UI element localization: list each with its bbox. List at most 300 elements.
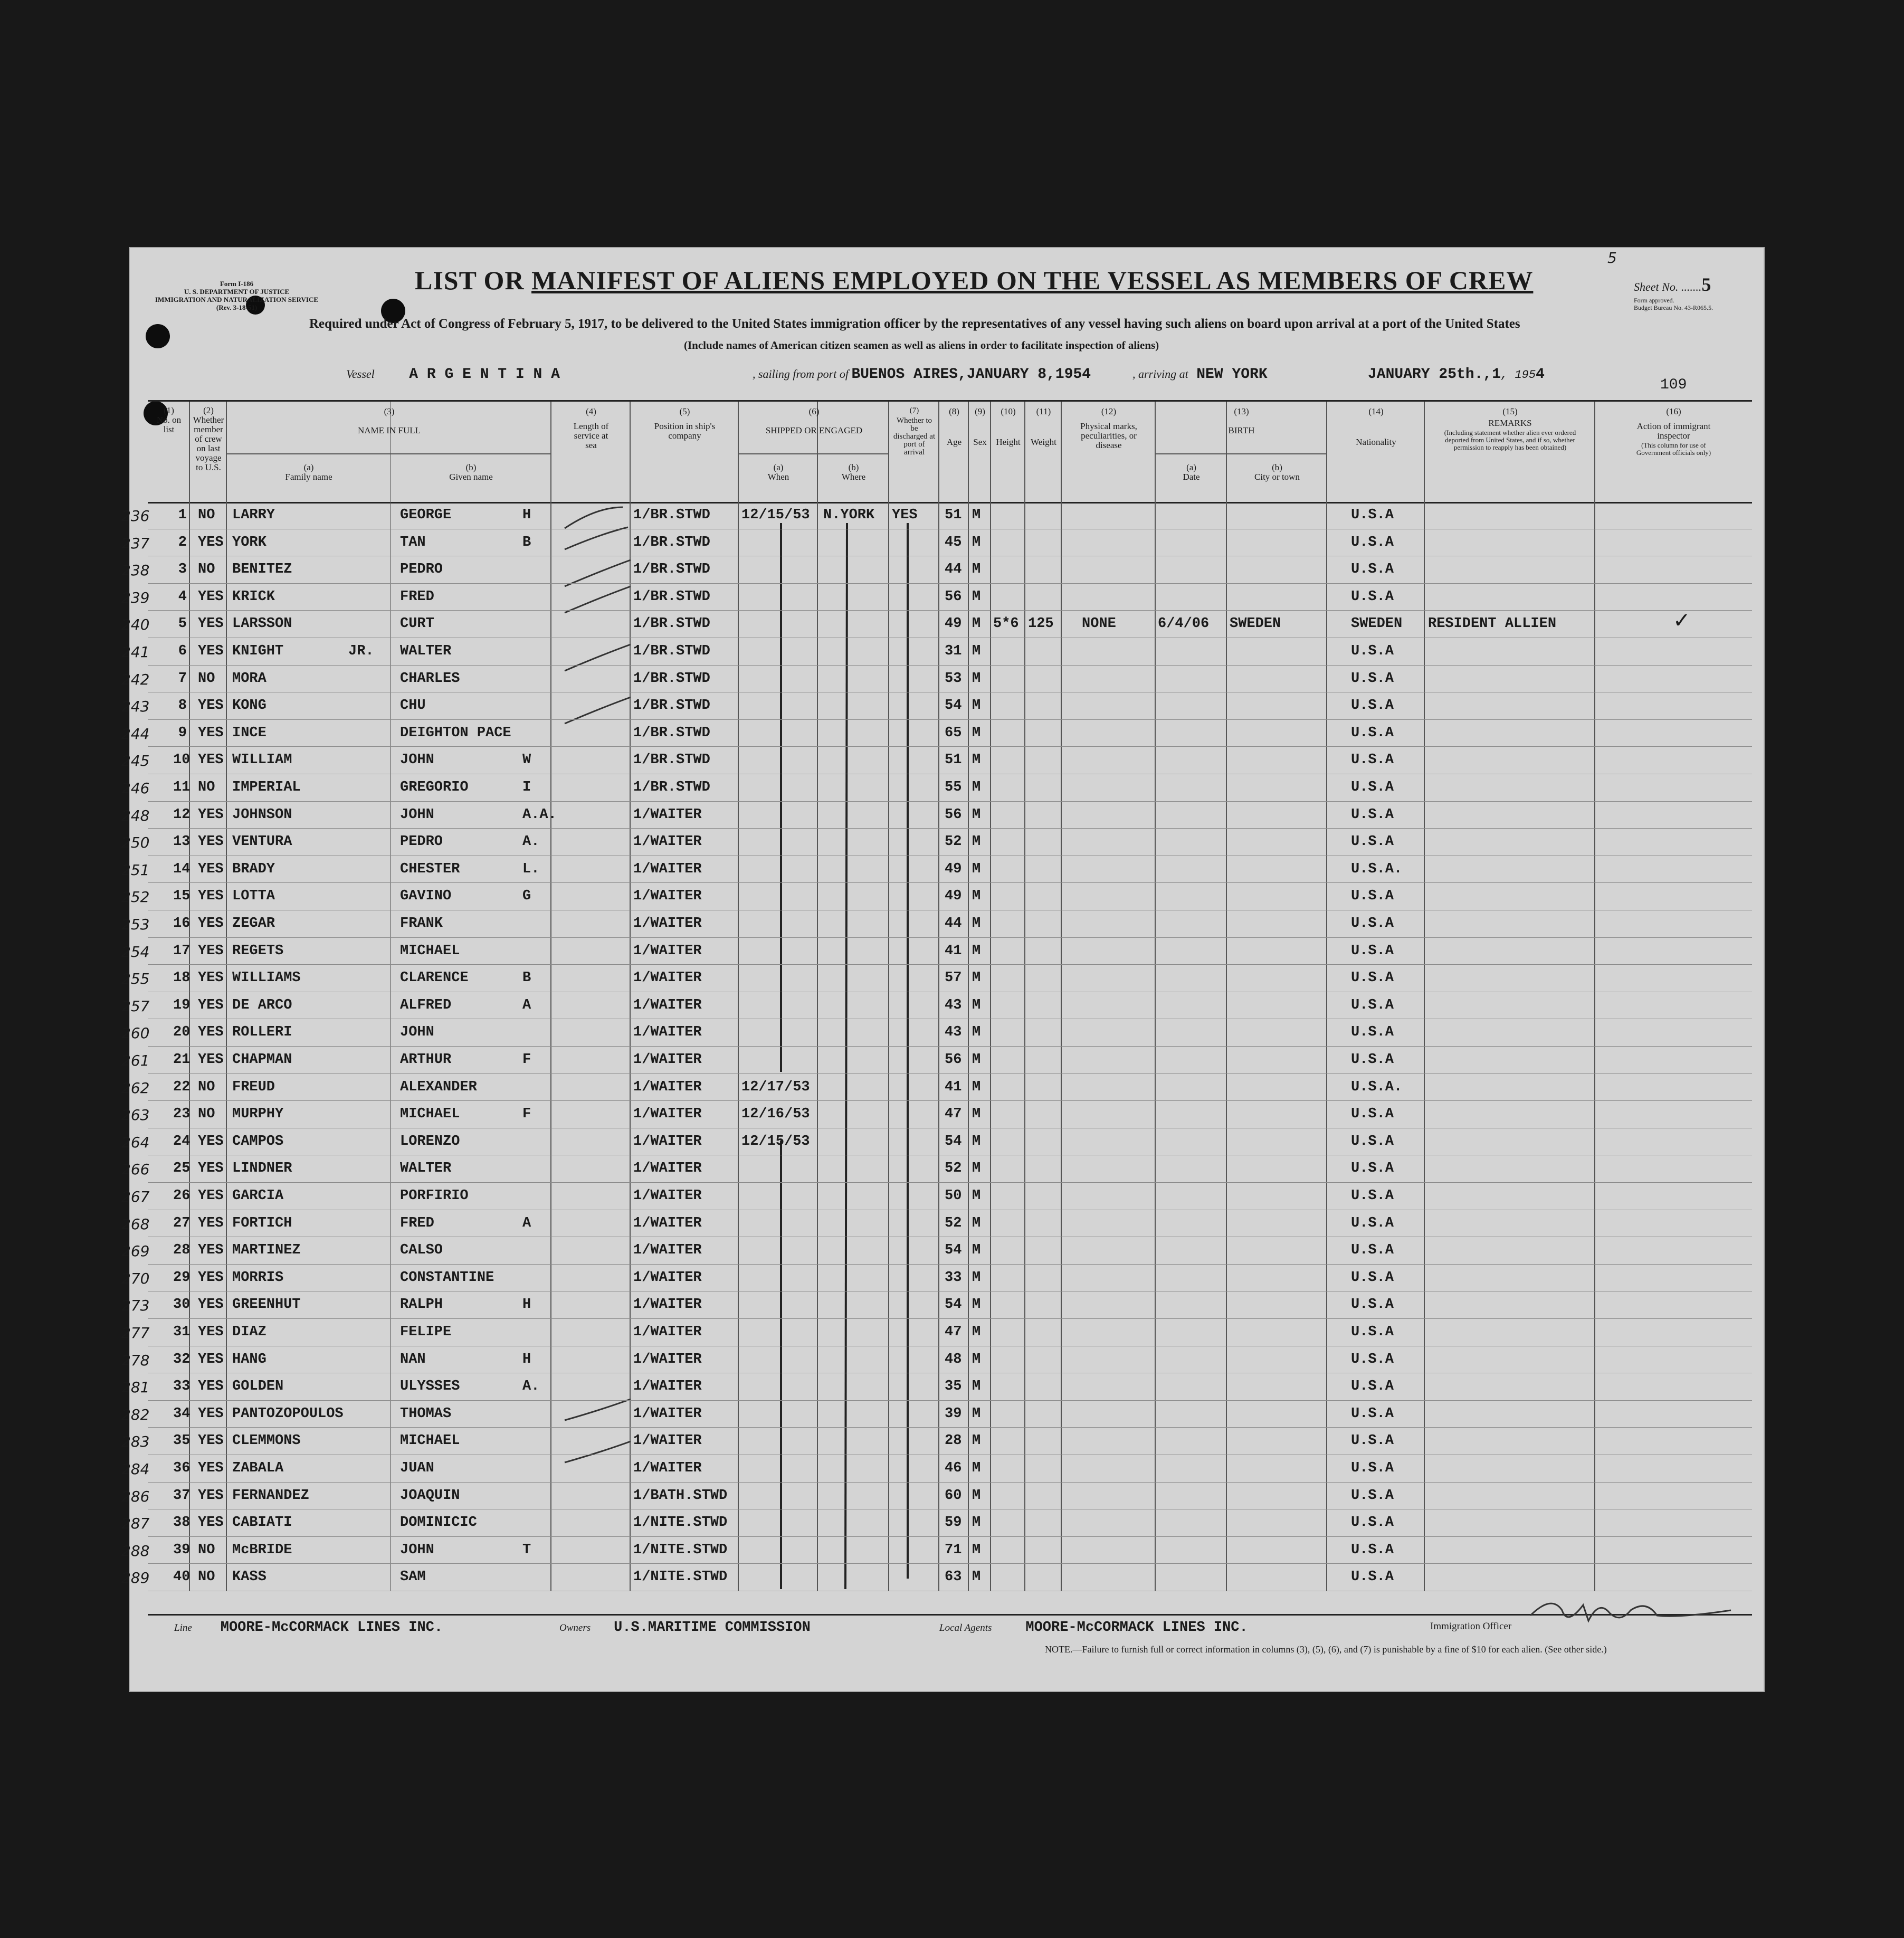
table-row (121, 1483, 1752, 1510)
table-row (121, 1237, 1752, 1265)
cell-family: KASS (232, 1569, 266, 1585)
cell-pos: 1/WAITER (633, 1433, 702, 1449)
cell-no: 4 (178, 588, 187, 605)
cell-sex: M (972, 562, 981, 578)
cell-given: FRED (400, 588, 434, 605)
cell-prev: YES (198, 1460, 224, 1476)
cell-family: IMPERIAL (232, 780, 301, 795)
table-row (121, 829, 1752, 856)
cell-hand: 237 (121, 534, 150, 552)
cell-sex: M (972, 534, 981, 550)
cell-no: 27 (173, 1215, 191, 1231)
table-row (121, 1346, 1752, 1374)
cell-nat: U.S.A (1351, 752, 1394, 768)
cell-initial: W (522, 752, 531, 768)
col-6a-header: (a) When (767, 462, 789, 482)
cell-age: 49 (945, 888, 962, 905)
cell-hand: 257 (121, 997, 150, 1015)
cell-sex: M (972, 670, 981, 687)
cell-nat: U.S.A (1351, 806, 1394, 823)
cell-age: 35 (945, 1379, 962, 1395)
cell-pos: 1/WAITER (633, 888, 702, 905)
table-row (121, 965, 1752, 992)
cell-no: 39 (173, 1542, 191, 1558)
cell-no: 22 (173, 1079, 191, 1095)
form-title: LIST OR MANIFEST OF ALIENS EMPLOYED ON THE VESSEL AS MEMBERS OF CREW (415, 265, 1534, 295)
cell-pos: 1/BR.STWD (633, 562, 710, 578)
cell-sex: M (972, 616, 981, 632)
cell-no: 12 (173, 806, 191, 823)
cell-given: PEDRO (400, 834, 443, 850)
table-row (121, 666, 1752, 693)
cell-prev: YES (198, 943, 224, 959)
cell-sex: M (972, 1297, 981, 1313)
cell-no: 24 (173, 1133, 191, 1150)
cell-when: 12/16/53 (741, 1106, 810, 1123)
col-12-header: (12) Physical marks, peculiarities, or disease (1080, 406, 1137, 450)
cell-age: 46 (945, 1460, 962, 1476)
cell-no: 19 (173, 997, 191, 1013)
cell-no: 7 (178, 670, 187, 687)
cell-nat: U.S.A (1351, 1133, 1394, 1150)
cell-sex: M (972, 1161, 981, 1177)
cell-when: 12/17/53 (741, 1079, 810, 1095)
officer-field: Immigration Officer (1430, 1621, 1512, 1632)
cell-age: 50 (945, 1188, 962, 1204)
cell-age: 54 (945, 1242, 962, 1259)
cell-no: 20 (173, 1024, 191, 1041)
cell-family: KRICK (232, 588, 275, 605)
cell-initial: L. (522, 861, 540, 877)
table-row (121, 1291, 1752, 1319)
table-row (121, 584, 1752, 611)
table-row (121, 910, 1752, 938)
cell-family: CAMPOS (232, 1133, 284, 1150)
cell-when: 12/15/53 (741, 507, 810, 523)
cell-pos: 1/BR.STWD (633, 670, 710, 687)
cell-given: CHESTER (400, 861, 460, 877)
cell-no: 35 (173, 1433, 191, 1449)
cell-prev: NO (198, 507, 215, 523)
table-row (121, 774, 1752, 802)
table-row (121, 802, 1752, 829)
cell-no: 37 (173, 1487, 191, 1504)
cell-nat: U.S.A (1351, 507, 1394, 523)
cell-hand: 243 (121, 698, 150, 716)
cell-no: 34 (173, 1405, 191, 1422)
col-13a-header: (a) Date (1183, 462, 1200, 482)
cell-nat: U.S.A (1351, 1242, 1394, 1259)
table-row (121, 1074, 1752, 1101)
cell-age: 44 (945, 916, 962, 932)
cell-pos: 1/BR.STWD (633, 725, 710, 741)
cell-family: DIAZ (232, 1324, 266, 1340)
cell-nat: U.S.A (1351, 1297, 1394, 1313)
cell-age: 51 (945, 507, 962, 523)
col-3b-header: (b) Given name (449, 462, 493, 482)
table-row (121, 1210, 1752, 1238)
cell-sex: M (972, 1133, 981, 1150)
cell-given: GREGORIO (400, 780, 469, 795)
cell-hand: 267 (121, 1188, 150, 1205)
table-row (121, 638, 1752, 666)
cell-family: MORRIS (232, 1269, 284, 1286)
table-row (121, 1401, 1752, 1428)
cell-disch: YES (892, 507, 918, 523)
table-row (121, 1509, 1752, 1537)
cell-age: 71 (945, 1542, 962, 1558)
cell-hand: 284 (121, 1460, 150, 1478)
cell-hand: 260 (121, 1024, 150, 1042)
cell-age: 48 (945, 1351, 962, 1367)
sailing-field: , sailing from port of BUENOS AIRES,JANUARY 8,1954 (753, 366, 1091, 383)
cell-no: 25 (173, 1161, 191, 1177)
cell-pos: 1/WAITER (633, 834, 702, 850)
cell-nat: U.S.A (1351, 670, 1394, 687)
cell-hand: 266 (121, 1161, 150, 1179)
cell-hand: 252 (121, 888, 150, 906)
cell-age: 52 (945, 834, 962, 850)
cell-family: FREUD (232, 1079, 275, 1095)
cell-no: 32 (173, 1351, 191, 1367)
cell-when: 12/15/53 (741, 1133, 810, 1150)
cell-no: 36 (173, 1460, 191, 1476)
cell-family: McBRIDE (232, 1542, 292, 1558)
cell-prev: YES (198, 1487, 224, 1504)
cell-hand: 250 (121, 834, 150, 852)
cell-sex: M (972, 916, 981, 932)
cell-pos: 1/WAITER (633, 1405, 702, 1422)
form-instruction: (Include names of American citizen seamen as well as aliens in order to facilitate inspection of aliens) (684, 339, 1159, 352)
cell-prev: YES (198, 616, 224, 632)
cell-sex: M (972, 1487, 981, 1504)
col-6-header: (6) SHIPPED OR ENGAGED (765, 406, 863, 435)
cell-sex: M (972, 1433, 981, 1449)
arriving-field: , arriving at NEW YORK (1132, 366, 1268, 383)
cell-given: JOAQUIN (400, 1487, 460, 1504)
table-row (121, 856, 1752, 884)
owners-field: Owners U.S.MARITIME COMMISSION (559, 1620, 811, 1636)
cell-no: 10 (173, 752, 191, 768)
col-15-header: (15) REMARKS (Including statement whether alien ever ordered deported from United States, and if so, whether permission to reapply has been obtained) (1444, 406, 1576, 451)
vessel-name: A R G E N T I N A (409, 366, 560, 383)
cell-nat: U.S.A (1351, 1215, 1394, 1231)
cell-family: WILLIAM (232, 752, 292, 768)
cell-pos: 1/WAITER (633, 1379, 702, 1395)
cell-pos: 1/WAITER (633, 1106, 702, 1123)
cell-prev: NO (198, 1542, 215, 1558)
cell-bcity: SWEDEN (1230, 616, 1281, 632)
vessel-line: Vessel A R G E N T I N A (346, 366, 560, 383)
cell-sex: M (972, 1460, 981, 1476)
cell-prev: YES (198, 861, 224, 877)
cell-no: 6 (178, 643, 187, 659)
page-number: 109 (1660, 377, 1687, 393)
sheet-number: Sheet No. .......5 (1634, 274, 1711, 295)
cell-nat: U.S.A (1351, 970, 1394, 986)
cell-no: 40 (173, 1569, 191, 1585)
cell-pos: 1/BR.STWD (633, 643, 710, 659)
cell-remarks: RESIDENT ALLIEN (1428, 616, 1557, 632)
cell-nat: U.S.A (1351, 1269, 1394, 1286)
cell-age: 52 (945, 1161, 962, 1177)
cell-hand: 253 (121, 916, 150, 933)
manifest-footer (148, 1614, 1752, 1658)
cell-family: PANTOZOPOULOS (232, 1405, 344, 1422)
table-row (121, 1537, 1752, 1564)
cell-family: ROLLERI (232, 1024, 292, 1041)
cell-prev: YES (198, 752, 224, 768)
cell-nat: U.S.A (1351, 1024, 1394, 1041)
cell-age: 43 (945, 1024, 962, 1041)
cell-age: 57 (945, 970, 962, 986)
cell-family: YORK (232, 534, 266, 550)
cell-sex: M (972, 1379, 981, 1395)
col-9-header: (9) Sex (973, 406, 987, 447)
cell-bdate: 6/4/06 (1158, 616, 1210, 632)
cell-sex: M (972, 643, 981, 659)
cell-sex: M (972, 1052, 981, 1068)
cell-initial: F (522, 1106, 531, 1123)
cell-age: 53 (945, 670, 962, 687)
cell-age: 31 (945, 643, 962, 659)
cell-prev: YES (198, 725, 224, 741)
cell-given: THOMAS (400, 1405, 452, 1422)
cell-family: HANG (232, 1351, 266, 1367)
cell-age: 41 (945, 1079, 962, 1095)
department-header: Form I-186 U. S. DEPARTMENT OF JUSTICE IMMIGRATION AND NATURALIZATION SERVICE (Rev. 3-18-51) (155, 280, 319, 311)
cell-initial: G (522, 888, 531, 905)
cell-age: 28 (945, 1433, 962, 1449)
cell-sex: M (972, 861, 981, 877)
cell-no: 14 (173, 861, 191, 877)
cell-hand: 236 (121, 507, 150, 525)
cell-nat: U.S.A (1351, 916, 1394, 932)
cell-nat: SWEDEN (1351, 616, 1403, 632)
cell-given: JOHN (400, 1542, 434, 1558)
cell-no: 21 (173, 1052, 191, 1068)
cell-weight: 125 (1028, 616, 1054, 632)
cell-prev: YES (198, 1433, 224, 1449)
cell-hand: 240 (121, 616, 150, 634)
cell-nat: U.S.A (1351, 1405, 1394, 1422)
cell-no: 38 (173, 1515, 191, 1531)
cell-no: 31 (173, 1324, 191, 1340)
cell-given: CONSTANTINE (400, 1269, 494, 1286)
cell-pos: 1/NITE.STWD (633, 1569, 728, 1585)
cell-given: DEIGHTON PACE (400, 725, 511, 741)
cell-hand: 270 (121, 1269, 150, 1287)
cell-hand: 287 (121, 1515, 150, 1533)
table-row (121, 692, 1752, 720)
form-subtitle: Required under Act of Congress of February 5, 1917, to be delivered to the United States immigration officer by the representatives of any vessel having such aliens on board upon arrival at a port of the United States (309, 317, 1520, 331)
cell-given: GAVINO (400, 888, 452, 905)
cell-given: JOHN (400, 752, 434, 768)
cell-nat: U.S.A (1351, 1324, 1394, 1340)
cell-sex: M (972, 752, 981, 768)
cell-hand: 277 (121, 1324, 150, 1342)
cell-pos: 1/WAITER (633, 1161, 702, 1177)
cell-prev: YES (198, 698, 224, 714)
cell-pos: 1/BR.STWD (633, 507, 710, 523)
cell-pos: 1/WAITER (633, 1269, 702, 1286)
cell-sex: M (972, 1106, 981, 1123)
col-2-header: (2) Whether member of crew on last voyage to U.S. (193, 405, 224, 472)
officer-signature (1520, 1589, 1741, 1631)
col-14-header: (14) Nationality (1356, 406, 1396, 447)
table-row (121, 1564, 1752, 1591)
cell-pos: 1/WAITER (633, 1133, 702, 1150)
cell-no: 11 (173, 780, 191, 795)
cell-nat: U.S.A (1351, 698, 1394, 714)
cell-no: 8 (178, 698, 187, 714)
cell-initial: A (522, 997, 531, 1013)
cell-hand: 273 (121, 1297, 150, 1315)
cell-pos: 1/WAITER (633, 1024, 702, 1041)
cell-given: CALSO (400, 1242, 443, 1259)
cell-prev: YES (198, 1351, 224, 1367)
cell-sex: M (972, 997, 981, 1013)
cell-age: 54 (945, 698, 962, 714)
cell-no: 3 (178, 562, 187, 578)
cell-hand: 261 (121, 1052, 150, 1069)
cell-age: 49 (945, 616, 962, 632)
cell-nat: U.S.A (1351, 588, 1394, 605)
cell-nat: U.S.A (1351, 1351, 1394, 1367)
table-row (121, 1183, 1752, 1210)
cell-prev: YES (198, 1405, 224, 1422)
cell-initial: B (522, 970, 531, 986)
cell-age: 56 (945, 1052, 962, 1068)
cell-nat: U.S.A (1351, 562, 1394, 578)
cell-suffix: JR. (348, 643, 374, 659)
cell-sex: M (972, 1242, 981, 1259)
cell-given: MICHAEL (400, 1433, 460, 1449)
col-3-header: (3) NAME IN FULL (358, 406, 421, 435)
cell-given: WALTER (400, 643, 452, 659)
cell-prev: NO (198, 1569, 215, 1585)
cell-no: 1 (178, 507, 187, 523)
cell-given: JOHN (400, 806, 434, 823)
col-16-header: (16) Action of immigrant inspector (This column for use of Government officials only) (1636, 406, 1711, 457)
table-row (121, 747, 1752, 774)
cell-pos: 1/WAITER (633, 970, 702, 986)
cell-family: GARCIA (232, 1188, 284, 1204)
cell-no: 29 (173, 1269, 191, 1286)
cell-hand: 262 (121, 1079, 150, 1097)
cell-prev: YES (198, 888, 224, 905)
cell-family: KONG (232, 698, 266, 714)
cell-nat: U.S.A (1351, 1487, 1394, 1504)
cell-no: 30 (173, 1297, 191, 1313)
cell-pos: 1/WAITER (633, 1297, 702, 1313)
cell-no: 2 (178, 534, 187, 550)
cell-no: 18 (173, 970, 191, 986)
cell-given: TAN (400, 534, 426, 550)
cell-height: 5*6 (993, 616, 1019, 632)
cell-age: 44 (945, 562, 962, 578)
cell-given: SAM (400, 1569, 426, 1585)
cell-age: 39 (945, 1405, 962, 1422)
arrival-date: JANUARY 25th.,1, 1954 (1368, 366, 1545, 383)
cell-initial: A.A. (522, 806, 557, 823)
cell-nat: U.S.A (1351, 643, 1394, 659)
cell-hand: 282 (121, 1405, 150, 1423)
cell-prev: YES (198, 1379, 224, 1395)
cell-family: MARTINEZ (232, 1242, 301, 1259)
table-row (121, 1101, 1752, 1128)
cell-nat: U.S.A (1351, 1052, 1394, 1068)
cell-nat: U.S.A (1351, 1515, 1394, 1531)
cell-given: CLARENCE (400, 970, 469, 986)
cell-initial: B (522, 534, 531, 550)
cell-sex: M (972, 970, 981, 986)
cell-pos: 1/WAITER (633, 1079, 702, 1095)
cell-prev: NO (198, 780, 215, 795)
cell-given: PEDRO (400, 562, 443, 578)
cell-initial: A (522, 1215, 531, 1231)
cell-hand: 251 (121, 861, 150, 879)
cell-hand: 283 (121, 1433, 150, 1451)
cell-pos: 1/WAITER (633, 943, 702, 959)
cell-given: ULYSSES (400, 1379, 460, 1395)
cell-marks: NONE (1082, 616, 1116, 632)
col-1-header: (1) No. on list (156, 405, 182, 434)
col-5-header: (5) Position in ship's company (654, 406, 716, 441)
cell-family: CLEMMONS (232, 1433, 301, 1449)
cell-prev: YES (198, 970, 224, 986)
cell-pos: 1/WAITER (633, 997, 702, 1013)
cell-sex: M (972, 1215, 981, 1231)
cell-pos: 1/WAITER (633, 916, 702, 932)
cell-initial: T (522, 1542, 531, 1558)
cell-prev: YES (198, 1242, 224, 1259)
cell-age: 47 (945, 1106, 962, 1123)
cell-age: 54 (945, 1133, 962, 1150)
table-row (121, 1428, 1752, 1455)
cell-family: VENTURA (232, 834, 292, 850)
cell-sex: M (972, 834, 981, 850)
cell-pos: 1/WAITER (633, 861, 702, 877)
cell-hand: 238 (121, 562, 150, 580)
cell-initial: I (522, 780, 531, 795)
cell-given: FRED (400, 1215, 434, 1231)
table-row (121, 938, 1752, 965)
cell-pos: 1/BR.STWD (633, 534, 710, 550)
cell-family: BENITEZ (232, 562, 292, 578)
cell-age: 43 (945, 997, 962, 1013)
cell-age: 63 (945, 1569, 962, 1585)
cell-no: 28 (173, 1242, 191, 1259)
cell-age: 52 (945, 1215, 962, 1231)
cell-given: FELIPE (400, 1324, 452, 1340)
cell-nat: U.S.A (1351, 888, 1394, 905)
cell-initial: A. (522, 1379, 540, 1395)
manifest-sheet (121, 247, 1765, 1692)
cell-action: ✓ (1673, 609, 1691, 633)
cell-hand: 242 (121, 670, 150, 688)
col-10-header: (10) Height (996, 406, 1021, 447)
punch-hole (146, 324, 170, 348)
col-4-header: (4) Length of service at sea (573, 406, 609, 450)
cell-initial: H (522, 507, 531, 523)
cell-sex: M (972, 780, 981, 795)
cell-pos: 1/WAITER (633, 1460, 702, 1476)
cell-hand: 241 (121, 643, 150, 661)
table-row (121, 1047, 1752, 1074)
cell-sex: M (972, 698, 981, 714)
cell-pos: 1/BR.STWD (633, 752, 710, 768)
